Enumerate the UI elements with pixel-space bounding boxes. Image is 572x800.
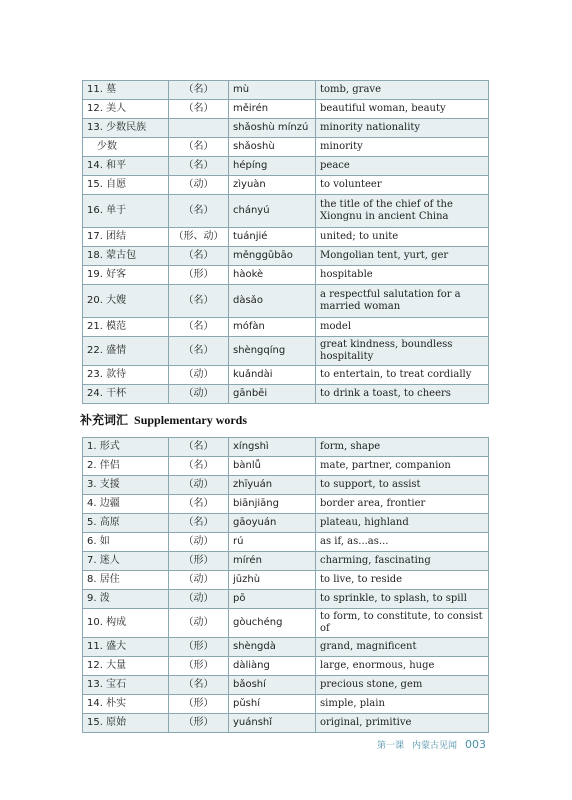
definition-cell: peace <box>316 157 489 176</box>
table-row <box>83 495 489 514</box>
word-cell: 21. 模范 <box>83 318 169 337</box>
pinyin-cell: zìyuàn <box>229 176 316 195</box>
part-of-speech-cell: （动） <box>169 176 229 195</box>
word-cell: 10. 构成 <box>83 609 169 638</box>
table-row <box>83 714 489 733</box>
definition-cell: to volunteer <box>316 176 489 195</box>
part-of-speech-cell: （动） <box>169 476 229 495</box>
table-row <box>83 318 489 337</box>
definition-cell: precious stone, gem <box>316 676 489 695</box>
part-of-speech-cell: （名） <box>169 318 229 337</box>
word-cell: 23. 款待 <box>83 366 169 385</box>
pinyin-cell: dàliàng <box>229 657 316 676</box>
definition-cell: beautiful woman, beauty <box>316 100 489 119</box>
pinyin-cell: yuánshǐ <box>229 714 316 733</box>
word-cell: 15. 原始 <box>83 714 169 733</box>
supplementary-table <box>82 437 489 733</box>
word-cell: 14. 朴实 <box>83 695 169 714</box>
word-cell: 12. 美人 <box>83 100 169 119</box>
table-row <box>83 457 489 476</box>
part-of-speech-cell: （名） <box>169 676 229 695</box>
table-row <box>83 266 489 285</box>
vocabulary-table <box>82 80 489 404</box>
table-row <box>83 590 489 609</box>
table-row <box>83 247 489 266</box>
word-cell: 13. 少数民族 <box>83 119 169 138</box>
word-cell: 8. 居住 <box>83 571 169 590</box>
pinyin-cell: bànlǚ <box>229 457 316 476</box>
table-row <box>83 552 489 571</box>
word-cell: 17. 团结 <box>83 228 169 247</box>
word-cell: 4. 边疆 <box>83 495 169 514</box>
word-cell: 1. 形式 <box>83 438 169 457</box>
definition-cell: to form, to constitute, to consist of <box>316 609 489 638</box>
part-of-speech-cell: （形） <box>169 714 229 733</box>
pinyin-cell: shǎoshù mínzú <box>229 119 316 138</box>
part-of-speech-cell: （名） <box>169 495 229 514</box>
table-row <box>83 533 489 552</box>
definition-cell: to support, to assist <box>316 476 489 495</box>
word-cell: 16. 单于 <box>83 195 169 228</box>
definition-cell: mate, partner, companion <box>316 457 489 476</box>
word-cell: 24. 干杯 <box>83 385 169 404</box>
definition-cell: charming, fascinating <box>316 552 489 571</box>
pinyin-cell: gānbēi <box>229 385 316 404</box>
pinyin-cell: hàokè <box>229 266 316 285</box>
pinyin-cell: pǔshí <box>229 695 316 714</box>
part-of-speech-cell: （形） <box>169 695 229 714</box>
word-cell: 20. 大嫂 <box>83 285 169 318</box>
word-cell: 12. 大量 <box>83 657 169 676</box>
pinyin-cell: bǎoshí <box>229 676 316 695</box>
pinyin-cell: dàsǎo <box>229 285 316 318</box>
part-of-speech-cell: （名） <box>169 247 229 266</box>
pinyin-cell: mù <box>229 81 316 100</box>
pinyin-cell: zhīyuán <box>229 476 316 495</box>
word-cell: 14. 和平 <box>83 157 169 176</box>
pinyin-cell: měirén <box>229 100 316 119</box>
part-of-speech-cell: （名） <box>169 100 229 119</box>
definition-cell: tomb, grave <box>316 81 489 100</box>
table-row <box>83 476 489 495</box>
definition-cell: a respectful salutation for a married woman <box>316 285 489 318</box>
word-cell: 5. 高原 <box>83 514 169 533</box>
pinyin-cell: chányú <box>229 195 316 228</box>
pinyin-cell: měnggǔbāo <box>229 247 316 266</box>
table-row <box>83 100 489 119</box>
pinyin-cell: pō <box>229 590 316 609</box>
table-row <box>83 81 489 100</box>
part-of-speech-cell: （形、动） <box>169 228 229 247</box>
supplementary-heading-en: Supplementary words <box>134 413 248 427</box>
footer-title: 内蒙古见闻 <box>411 741 457 751</box>
part-of-speech-cell: （名） <box>169 337 229 366</box>
part-of-speech-cell: （动） <box>169 609 229 638</box>
definition-cell: to entertain, to treat cordially <box>316 366 489 385</box>
word-cell: 少数 <box>83 138 169 157</box>
word-cell: 22. 盛情 <box>83 337 169 366</box>
table-row <box>83 176 489 195</box>
supplementary-heading <box>80 411 247 428</box>
part-of-speech-cell: （动） <box>169 366 229 385</box>
word-cell: 18. 蒙古包 <box>83 247 169 266</box>
page-footer <box>369 738 486 751</box>
part-of-speech-cell: （名） <box>169 195 229 228</box>
definition-cell: to live, to reside <box>316 571 489 590</box>
pinyin-cell: biānjiāng <box>229 495 316 514</box>
pinyin-cell: kuǎndài <box>229 366 316 385</box>
definition-cell: Mongolian tent, yurt, ger <box>316 247 489 266</box>
pinyin-cell: shèngqíng <box>229 337 316 366</box>
part-of-speech-cell: （名） <box>169 81 229 100</box>
part-of-speech-cell: （动） <box>169 571 229 590</box>
word-cell: 3. 支援 <box>83 476 169 495</box>
table-row <box>83 138 489 157</box>
table-row <box>83 609 489 638</box>
table-row <box>83 638 489 657</box>
definition-cell: the title of the chief of the Xiongnu in ancient China <box>316 195 489 228</box>
word-cell: 11. 盛大 <box>83 638 169 657</box>
part-of-speech-cell <box>169 119 229 138</box>
definition-cell: model <box>316 318 489 337</box>
table-row <box>83 438 489 457</box>
definition-cell: plateau, highland <box>316 514 489 533</box>
definition-cell: to sprinkle, to splash, to spill <box>316 590 489 609</box>
definition-cell: as if, as...as... <box>316 533 489 552</box>
table-row <box>83 676 489 695</box>
definition-cell: original, primitive <box>316 714 489 733</box>
pinyin-cell: shèngdà <box>229 638 316 657</box>
part-of-speech-cell: （名） <box>169 157 229 176</box>
table-row <box>83 695 489 714</box>
part-of-speech-cell: （名） <box>169 514 229 533</box>
part-of-speech-cell: （名） <box>169 138 229 157</box>
pinyin-cell: jūzhù <box>229 571 316 590</box>
page-number: 003 <box>465 738 486 751</box>
part-of-speech-cell: （名） <box>169 285 229 318</box>
definition-cell: hospitable <box>316 266 489 285</box>
pinyin-cell: xíngshì <box>229 438 316 457</box>
table-row <box>83 228 489 247</box>
part-of-speech-cell: （动） <box>169 590 229 609</box>
definition-cell: great kindness, boundless hospitality <box>316 337 489 366</box>
table-row <box>83 285 489 318</box>
word-cell: 9. 泼 <box>83 590 169 609</box>
definition-cell: grand, magnificent <box>316 638 489 657</box>
part-of-speech-cell: （形） <box>169 657 229 676</box>
definition-cell: large, enormous, huge <box>316 657 489 676</box>
word-cell: 19. 好客 <box>83 266 169 285</box>
pinyin-cell: hépíng <box>229 157 316 176</box>
definition-cell: minority <box>316 138 489 157</box>
pinyin-cell: rú <box>229 533 316 552</box>
word-cell: 13. 宝石 <box>83 676 169 695</box>
definition-cell: border area, frontier <box>316 495 489 514</box>
table-row <box>83 366 489 385</box>
pinyin-cell: gòuchéng <box>229 609 316 638</box>
table-row <box>83 195 489 228</box>
part-of-speech-cell: （名） <box>169 457 229 476</box>
pinyin-cell: shǎoshù <box>229 138 316 157</box>
table-row <box>83 119 489 138</box>
part-of-speech-cell: （形） <box>169 266 229 285</box>
pinyin-cell: mírén <box>229 552 316 571</box>
pinyin-cell: mófàn <box>229 318 316 337</box>
table-row <box>83 657 489 676</box>
definition-cell: form, shape <box>316 438 489 457</box>
part-of-speech-cell: （形） <box>169 552 229 571</box>
pinyin-cell: gāoyuán <box>229 514 316 533</box>
table-row <box>83 571 489 590</box>
word-cell: 15. 自愿 <box>83 176 169 195</box>
pinyin-cell: tuánjié <box>229 228 316 247</box>
word-cell: 11. 墓 <box>83 81 169 100</box>
table-row <box>83 157 489 176</box>
table-row <box>83 337 489 366</box>
word-cell: 6. 如 <box>83 533 169 552</box>
word-cell: 7. 迷人 <box>83 552 169 571</box>
table-row <box>83 385 489 404</box>
definition-cell: united; to unite <box>316 228 489 247</box>
definition-cell: minority nationality <box>316 119 489 138</box>
definition-cell: to drink a toast, to cheers <box>316 385 489 404</box>
part-of-speech-cell: （动） <box>169 533 229 552</box>
footer-lesson: 第一课 <box>376 741 404 751</box>
word-cell: 2. 伴侣 <box>83 457 169 476</box>
supplementary-heading-zh: 补充词汇 <box>80 413 129 427</box>
part-of-speech-cell: （形） <box>169 638 229 657</box>
part-of-speech-cell: （动） <box>169 385 229 404</box>
table-row <box>83 514 489 533</box>
part-of-speech-cell: （名） <box>169 438 229 457</box>
definition-cell: simple, plain <box>316 695 489 714</box>
